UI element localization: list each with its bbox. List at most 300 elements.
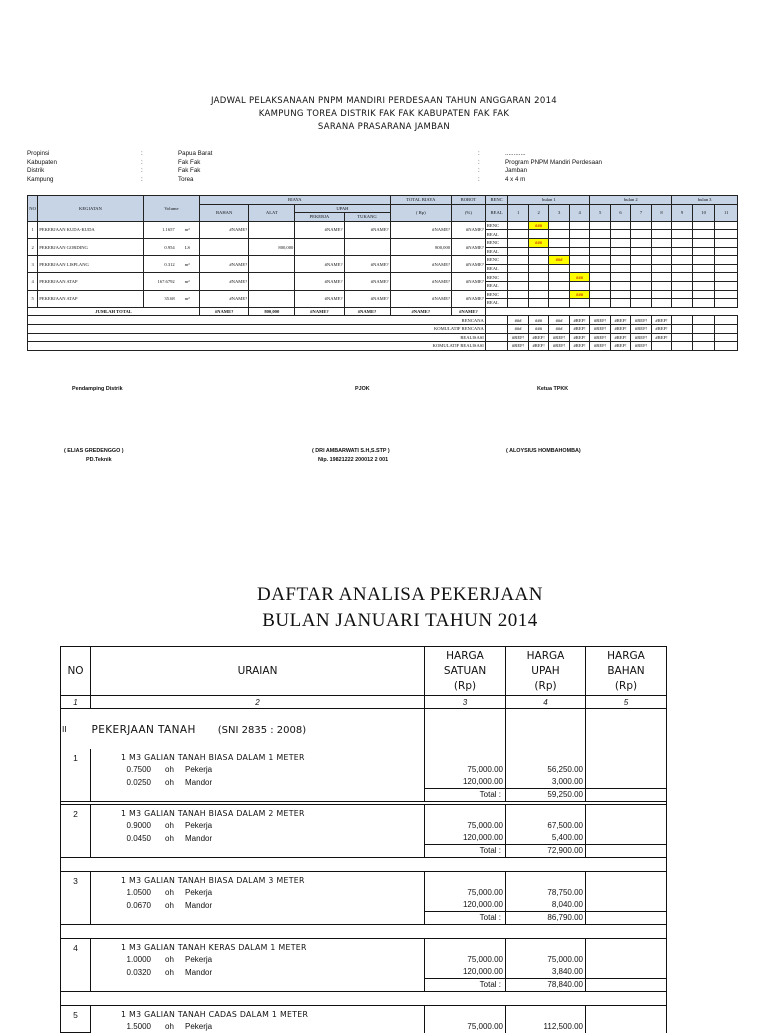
item-spacer	[61, 991, 667, 1005]
item-total-value: 72,900.00	[506, 845, 586, 858]
summary-spacer	[485, 324, 508, 333]
ana-col-harga-upah-l2: UPAH	[531, 664, 560, 677]
summary-cell	[715, 342, 738, 351]
row-tukang	[344, 238, 390, 255]
sig-left-title: Pendamping Distrik	[72, 386, 123, 392]
item-total-row	[61, 979, 667, 992]
week-cell	[692, 299, 715, 308]
item-coef: 1.0500	[126, 887, 151, 897]
week-cell	[672, 238, 692, 247]
item-line	[61, 899, 667, 912]
ana-colnum-2: 2	[91, 696, 425, 709]
summary-label: REALISASI	[28, 333, 486, 342]
item-name: Mandor	[185, 777, 213, 787]
row-real: REAL	[485, 281, 508, 290]
week-cell	[528, 230, 548, 239]
schedule-summary-row	[28, 324, 738, 333]
item-upah: 112,500.00	[506, 1020, 586, 1033]
week-cell	[549, 281, 569, 290]
week-cell	[631, 299, 651, 308]
item-total-spacer	[91, 912, 425, 925]
ana-col-no: NO	[61, 647, 91, 696]
summary-cell: #REF!	[549, 333, 569, 342]
row-bahan	[200, 238, 249, 255]
spacer-cell	[61, 924, 667, 938]
schedule-title-3: SARANA PRASARANA JAMBAN	[317, 122, 451, 132]
schedule-row	[28, 256, 738, 265]
row-no: 2	[28, 238, 38, 255]
info-right	[478, 150, 678, 184]
week-cell	[549, 290, 569, 299]
week-cell	[590, 230, 610, 239]
week-cell	[569, 247, 590, 256]
info-left-row	[27, 176, 287, 185]
item-total-label: Total :	[425, 789, 506, 802]
item-satuan: 120,000.00	[425, 899, 506, 912]
summary-cell: ###	[528, 316, 548, 325]
info-label: Kabupaten	[27, 158, 57, 166]
item-line	[61, 886, 667, 899]
info-right-row	[478, 167, 678, 176]
row-total: #NAME?	[390, 221, 451, 238]
empty-cell	[485, 307, 508, 316]
summary-cell: #REF!	[610, 342, 630, 351]
item-unit: oh	[165, 833, 174, 843]
week-cell	[508, 247, 528, 256]
info-left-row	[27, 159, 287, 168]
col-bahan: BAHAN	[200, 204, 249, 221]
col-real: REAL	[485, 204, 508, 221]
week-cell	[651, 221, 672, 230]
week-cell	[528, 247, 548, 256]
item-bahan	[586, 899, 667, 912]
week-cell	[631, 264, 651, 273]
item-unit: oh	[165, 820, 174, 830]
info-sep: :	[141, 150, 143, 157]
row-volume-value: 167.6792	[157, 278, 175, 284]
week-cell	[528, 273, 548, 282]
week-cell	[692, 290, 715, 299]
week-cell	[715, 299, 738, 308]
analisa-title-1: DAFTAR ANALISA PEKERJAAN	[256, 584, 543, 605]
row-volume	[143, 221, 199, 238]
col-upah: UPAH	[295, 204, 390, 213]
row-bobot: #NAME?	[452, 221, 486, 238]
schedule-summary-row	[28, 342, 738, 351]
row-volume-value: 0.312	[164, 261, 175, 267]
week-6: 6	[610, 204, 630, 221]
row-alat	[249, 273, 295, 290]
week-9: 9	[672, 204, 692, 221]
summary-cell: #REF!	[508, 342, 528, 351]
item-spacer	[61, 924, 667, 938]
ana-col-harga-upah-l3: (Rp)	[534, 679, 557, 692]
row-alat	[249, 290, 295, 307]
info-value: Fak Fak	[178, 167, 201, 175]
sig-left-name: ( ELIAS GREDENGGO )	[64, 448, 124, 454]
item-upah: 8,040.00	[506, 899, 586, 912]
col-renc: RENC	[485, 196, 508, 205]
item-upah-blank	[506, 938, 586, 953]
item-bahan	[586, 886, 667, 899]
total-label: JUMLAH TOTAL	[28, 307, 200, 316]
row-real: REAL	[485, 264, 508, 273]
col-biaya: BIAYA	[200, 196, 391, 205]
item-upah: 3,840.00	[506, 966, 586, 979]
item-total-value: 86,790.00	[506, 912, 586, 925]
week-cell	[651, 281, 672, 290]
row-volume-unit: m²	[184, 278, 190, 284]
item-name: Mandor	[185, 900, 213, 910]
week-cell	[631, 221, 651, 230]
week-cell	[715, 290, 738, 299]
item-line-desc	[91, 1020, 425, 1033]
week-cell	[610, 230, 630, 239]
item-satuan: 75,000.00	[425, 819, 506, 832]
row-kegiatan: PEKERJAAN ATAP	[38, 273, 144, 290]
week-cell	[692, 256, 715, 265]
week-cell	[549, 238, 569, 247]
item-upah: 78,750.00	[506, 886, 586, 899]
info-label: Kampung	[27, 175, 54, 183]
item-satuan-blank	[425, 749, 506, 763]
item-bahan	[586, 819, 667, 832]
item-line-desc	[91, 763, 425, 776]
row-volume-unit: LS	[184, 244, 191, 250]
sig-right-title: Ketua TPKK	[537, 386, 569, 392]
ana-col-harga-satuan-l2: SATUAN	[443, 664, 487, 677]
week-8: 8	[651, 204, 672, 221]
empty-cell	[528, 307, 548, 316]
item-upah: 75,000.00	[506, 953, 586, 966]
row-volume	[143, 273, 199, 290]
item-coef: 0.7500	[126, 764, 151, 774]
week-cell-planned: ###	[569, 290, 590, 299]
item-total-bahan	[586, 979, 667, 992]
summary-cell: ###	[528, 324, 548, 333]
total-bahan: #NAME?	[200, 307, 249, 316]
ana-col-harga-satuan-l3: (Rp)	[453, 679, 477, 692]
row-tukang: #NAME?	[344, 273, 390, 290]
row-bahan: #NAME?	[200, 256, 249, 273]
row-bobot: #NAME?	[452, 273, 486, 290]
week-cell	[590, 299, 610, 308]
schedule-row	[28, 273, 738, 282]
summary-cell: ###	[508, 316, 528, 325]
info-value: Torea	[178, 175, 194, 183]
week-4: 4	[569, 204, 590, 221]
row-real: REAL	[485, 247, 508, 256]
week-10: 10	[692, 204, 715, 221]
row-pekerja: #NAME?	[295, 256, 344, 273]
summary-cell: #REF!	[590, 324, 610, 333]
week-cell	[569, 230, 590, 239]
col-bobot: BOBOT	[452, 196, 486, 205]
total-tukang: #NAME?	[344, 307, 390, 316]
ana-col-harga-bahan-l2: BAHAN	[607, 664, 645, 677]
row-volume	[143, 238, 199, 255]
week-cell	[528, 264, 548, 273]
item-line	[61, 819, 667, 832]
row-renc: RENC	[485, 238, 508, 247]
summary-cell: #REF!	[569, 342, 590, 351]
row-alat	[249, 221, 295, 238]
info-value: Jamban	[505, 167, 528, 175]
schedule-title-1: JADWAL PELAKSANAAN PNPM MANDIRI PERDESAAN TAHUN ANGGARAN 2014	[210, 96, 558, 106]
empty-cell	[549, 307, 569, 316]
item-line-desc	[91, 899, 425, 912]
week-cell	[549, 273, 569, 282]
item-total-bahan	[586, 845, 667, 858]
item-no: 5	[61, 1005, 91, 1033]
summary-cell	[672, 333, 692, 342]
col-rp: ( Rp)	[390, 204, 451, 221]
week-cell	[651, 273, 672, 282]
summary-cell: #REF!	[528, 333, 548, 342]
week-cell-planned: ###	[528, 238, 548, 247]
item-unit: oh	[165, 777, 174, 787]
week-cell	[631, 290, 651, 299]
summary-cell: #REF!	[631, 324, 651, 333]
week-cell	[692, 238, 715, 247]
section-bahan	[586, 709, 667, 749]
week-cell	[549, 299, 569, 308]
item-title-row	[61, 1005, 667, 1020]
item-line-desc	[91, 953, 425, 966]
spacer-cell	[61, 857, 667, 871]
summary-spacer	[485, 316, 508, 325]
col-tukang: TUKANG	[344, 213, 390, 222]
item-title: 1 M3 GALIAN TANAH CADAS DALAM 1 METER	[91, 1005, 425, 1020]
item-total-label: Total :	[425, 912, 506, 925]
week-cell	[610, 299, 630, 308]
row-alat: 800,000	[249, 238, 295, 255]
row-volume-value: 35.68	[164, 296, 175, 302]
summary-label: KOMULATIF RENCANA	[28, 324, 486, 333]
week-cell	[508, 273, 528, 282]
ana-col-harga-upah	[506, 647, 586, 696]
week-cell	[631, 256, 651, 265]
item-upah-blank	[506, 749, 586, 763]
info-sep: :	[478, 175, 480, 183]
item-satuan-blank	[425, 1005, 506, 1020]
row-renc: RENC	[485, 273, 508, 282]
row-real: REAL	[485, 230, 508, 239]
week-cell	[590, 247, 610, 256]
item-line	[61, 832, 667, 845]
summary-cell: #REF!	[651, 316, 672, 325]
sig-left-role: PD.Teknik	[86, 457, 112, 463]
week-cell	[651, 238, 672, 247]
week-cell	[672, 230, 692, 239]
ana-colnum-5: 5	[586, 696, 667, 709]
week-cell	[569, 238, 590, 247]
week-cell	[631, 230, 651, 239]
row-kegiatan: PEKERJAAN LISPLANG	[38, 256, 144, 273]
week-cell	[508, 290, 528, 299]
row-no: 4	[28, 273, 38, 290]
item-line	[61, 953, 667, 966]
week-7: 7	[631, 204, 651, 221]
week-cell	[672, 273, 692, 282]
week-cell	[631, 281, 651, 290]
section-row	[61, 709, 667, 749]
item-total-label: Total :	[425, 979, 506, 992]
row-volume-value: 1.1657	[162, 227, 175, 233]
week-cell	[590, 273, 610, 282]
summary-cell: #REF!	[528, 342, 548, 351]
row-bahan: #NAME?	[200, 221, 249, 238]
week-cell	[651, 299, 672, 308]
week-cell	[610, 256, 630, 265]
info-value: 4 x 4 m	[505, 175, 526, 183]
item-title-row	[61, 804, 667, 819]
section-ref: (SNI 2835 : 2008)	[217, 724, 307, 736]
item-upah-blank	[506, 871, 586, 886]
col-kegiatan: KEGIATAN	[38, 196, 144, 222]
week-cell-planned: ###	[549, 256, 569, 265]
item-bahan	[586, 776, 667, 789]
week-cell	[610, 221, 630, 230]
item-unit: oh	[165, 954, 174, 964]
week-cell	[715, 238, 738, 247]
item-name: Pekerja	[185, 820, 213, 830]
spacer-cell	[61, 991, 667, 1005]
row-volume	[143, 290, 199, 307]
sig-mid-name: ( DRI AMBARWATI S.H,S.STP )	[312, 448, 390, 454]
section-title-text: PEKERJAAN TANAH	[91, 723, 196, 736]
week-cell	[692, 281, 715, 290]
summary-spacer	[485, 342, 508, 351]
total-alat: 800,000	[249, 307, 295, 316]
sig-mid-nip: Nip. 19821222 200012 2 001	[318, 457, 389, 463]
week-11: 11	[715, 204, 738, 221]
col-volume: Volume	[143, 196, 199, 222]
summary-cell: #REF!	[631, 333, 651, 342]
row-bobot: #NAME?	[452, 238, 486, 255]
col-pekerja: PEKERJA	[295, 213, 344, 222]
col-no: NO	[28, 196, 38, 222]
item-bahan	[586, 832, 667, 845]
row-bahan: #NAME?	[200, 290, 249, 307]
info-right-row	[478, 150, 678, 159]
ana-col-harga-upah-l1: HARGA	[526, 649, 565, 662]
row-real: REAL	[485, 299, 508, 308]
empty-cell	[569, 307, 590, 316]
item-upah: 3,000.00	[506, 776, 586, 789]
summary-cell	[692, 342, 715, 351]
item-coef: 0.0250	[126, 777, 151, 787]
item-coef: 1.0000	[126, 954, 151, 964]
week-2: 2	[528, 204, 548, 221]
row-volume	[143, 256, 199, 273]
info-sep: :	[141, 175, 143, 183]
item-name: Pekerja	[185, 764, 213, 774]
week-cell	[590, 221, 610, 230]
week-cell	[508, 256, 528, 265]
week-cell	[528, 256, 548, 265]
schedule-title-2: KAMPUNG TOREA DISTRIK FAK FAK KABUPATEN FAK FAK	[258, 109, 510, 119]
item-bahan	[586, 966, 667, 979]
week-5: 5	[590, 204, 610, 221]
week-cell	[651, 256, 672, 265]
row-pekerja: #NAME?	[295, 290, 344, 307]
ana-col-harga-bahan-l1: HARGA	[607, 649, 645, 662]
item-no: 4	[61, 938, 91, 991]
item-name: Pekerja	[185, 1021, 213, 1031]
item-no: 1	[61, 749, 91, 802]
item-satuan: 120,000.00	[425, 966, 506, 979]
item-coef: 0.9000	[126, 820, 151, 830]
section-title	[91, 709, 425, 749]
item-bahan-blank	[586, 804, 667, 819]
info-sep: :	[478, 167, 480, 175]
week-cell	[590, 281, 610, 290]
week-cell	[651, 230, 672, 239]
info-label: Distrik	[27, 167, 45, 175]
row-volume-unit: m²	[184, 296, 190, 302]
summary-cell: #REF!	[590, 333, 610, 342]
week-cell	[610, 238, 630, 247]
row-volume-value: 0.954	[164, 244, 175, 250]
info-sep: :	[141, 167, 143, 175]
week-cell	[528, 281, 548, 290]
col-bulan1: bulan 1	[508, 196, 590, 205]
info-right-row	[478, 176, 678, 185]
info-sep: :	[141, 158, 143, 166]
week-cell	[508, 281, 528, 290]
summary-cell: #REF!	[549, 342, 569, 351]
info-left-row	[27, 167, 287, 176]
summary-cell	[715, 316, 738, 325]
empty-cell	[590, 307, 610, 316]
week-cell	[508, 264, 528, 273]
row-no: 1	[28, 221, 38, 238]
empty-cell	[508, 307, 528, 316]
ana-colnum-3: 3	[425, 696, 506, 709]
info-left-row	[27, 150, 287, 159]
item-bahan-blank	[586, 871, 667, 886]
week-cell	[610, 281, 630, 290]
week-cell	[672, 256, 692, 265]
item-title: 1 M3 GALIAN TANAH BIASA DALAM 1 METER	[91, 749, 425, 763]
item-spacer	[61, 857, 667, 871]
row-no: 5	[28, 290, 38, 307]
item-bahan	[586, 953, 667, 966]
week-cell	[692, 230, 715, 239]
week-cell	[610, 247, 630, 256]
item-line	[61, 776, 667, 789]
week-cell	[715, 256, 738, 265]
summary-cell: #REF!	[631, 342, 651, 351]
empty-cell	[692, 307, 715, 316]
item-coef: 1.5000	[126, 1021, 151, 1031]
item-upah: 56,250.00	[506, 763, 586, 776]
schedule-total-row	[28, 307, 738, 316]
summary-cell	[715, 324, 738, 333]
item-unit: oh	[165, 967, 174, 977]
week-cell	[715, 281, 738, 290]
item-name: Mandor	[185, 967, 213, 977]
item-satuan: 120,000.00	[425, 832, 506, 845]
total-total: #NAME?	[390, 307, 451, 316]
item-total-row	[61, 912, 667, 925]
row-pekerja	[295, 238, 344, 255]
empty-cell	[610, 307, 630, 316]
summary-cell	[672, 324, 692, 333]
week-cell	[590, 238, 610, 247]
week-cell	[528, 299, 548, 308]
